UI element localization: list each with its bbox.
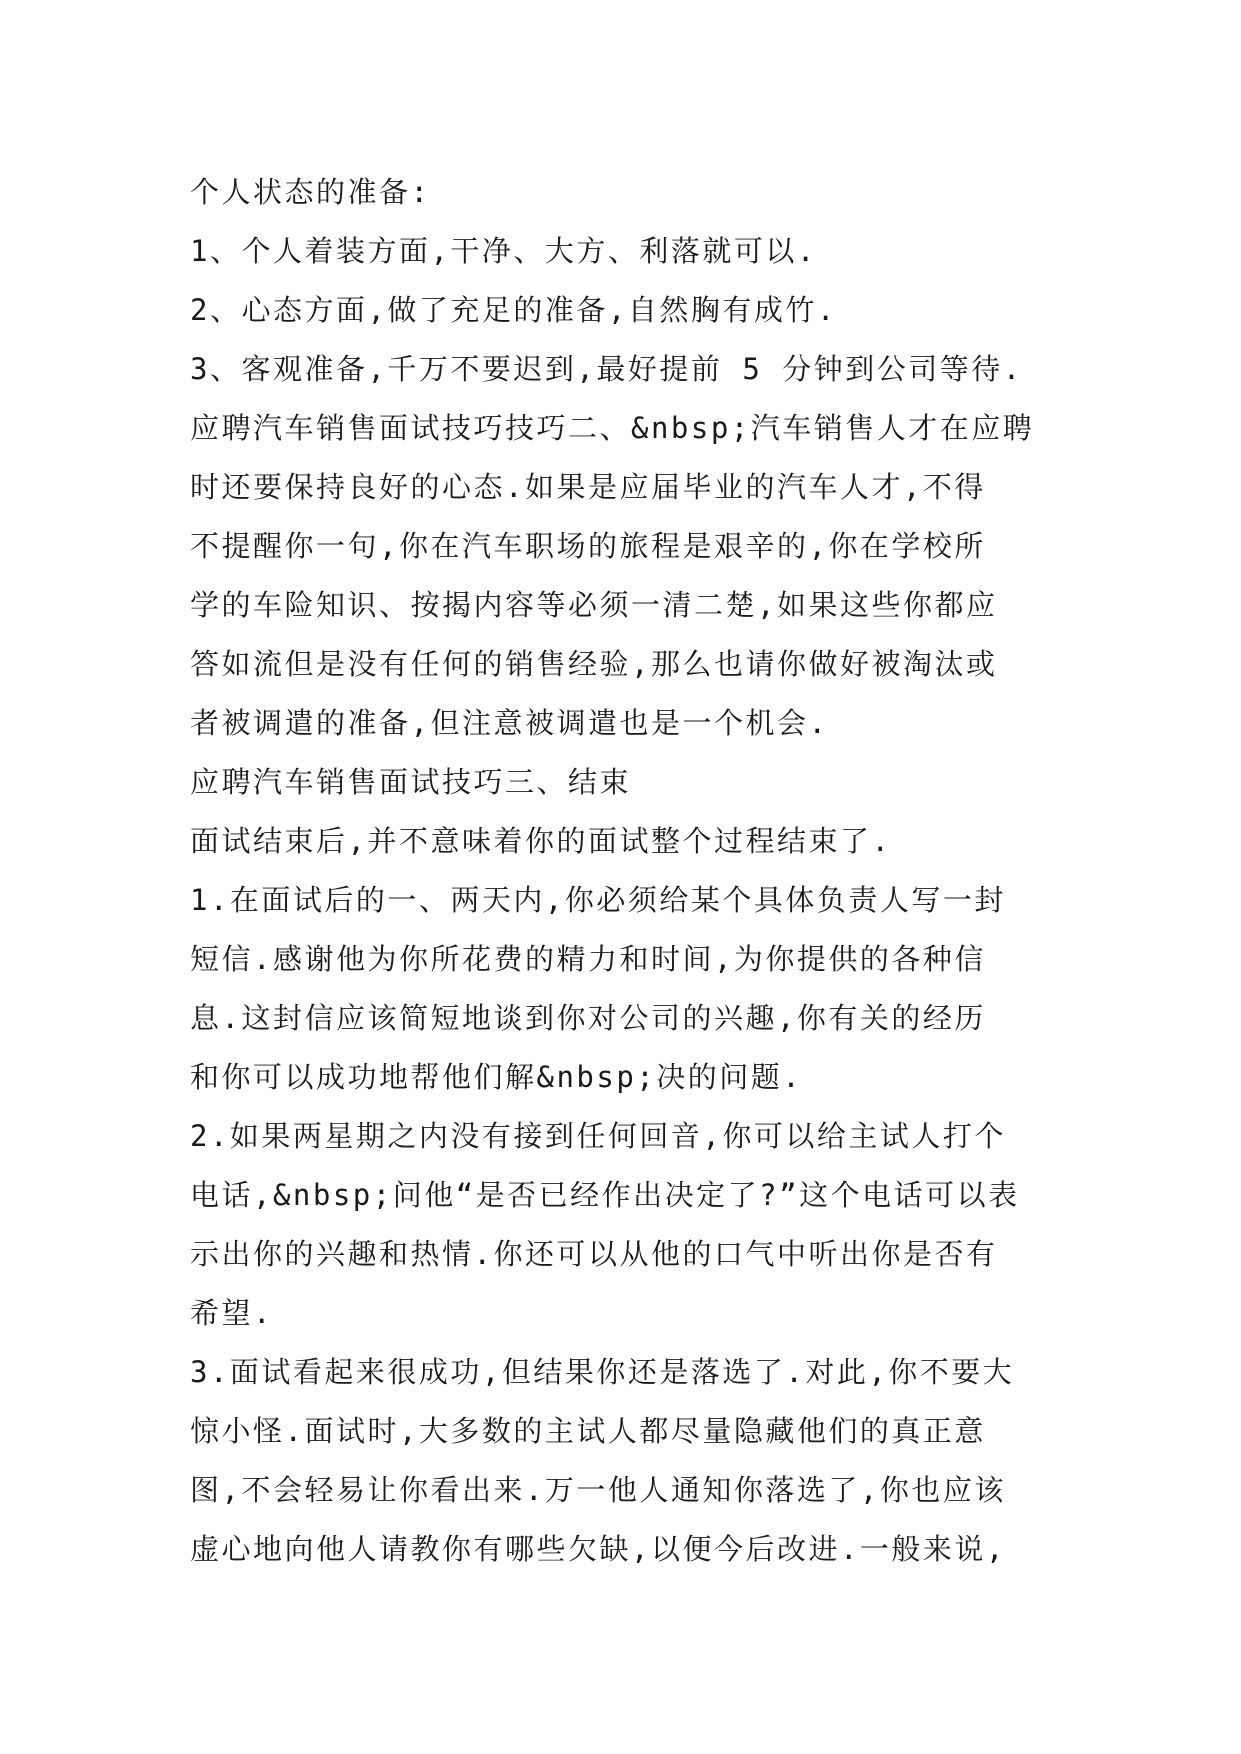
text-line: 和你可以成功地帮他们解&nbsp;决的问题. <box>190 1060 803 1094</box>
text-line: 1、个人着装方面,干净、大方、利落就可以. <box>190 234 817 268</box>
text-line: 虚心地向他人请教你有哪些欠缺,以便今后改进.一般来说, <box>190 1532 1006 1566</box>
text-line: 1.在面试后的一、两天内,你必须给某个具体负责人写一封 <box>190 883 1006 917</box>
text-line: 答如流但是没有任何的销售经验,那么也请你做好被淘汰或 <box>190 647 998 681</box>
text-line: 学的车险知识、按揭内容等必须一清二楚,如果这些你都应 <box>190 588 998 622</box>
text-line: 短信.感谢他为你所花费的精力和时间,为你提供的各种信 <box>190 942 986 976</box>
text-line: 3.面试看起来很成功,但结果你还是落选了.对此,你不要大 <box>190 1355 1015 1389</box>
text-line: 图,不会轻易让你看出来.万一他人通知你落选了,你也应该 <box>190 1473 1006 1507</box>
text-line: 时还要保持良好的心态.如果是应届毕业的汽车人才,不得 <box>190 470 986 504</box>
document-body <box>190 163 1060 1579</box>
text-line: 电话,&nbsp;问他“是否已经作出决定了?”这个电话可以表 <box>190 1178 1020 1212</box>
text-line: 面试结束后,并不意味着你的面试整个过程结束了. <box>190 824 892 858</box>
text-line: 3、客观准备,千万不要迟到,最好提前 5 分钟到公司等待. <box>190 352 1023 386</box>
text-line: 不提醒你一句,你在汽车职场的旅程是艰辛的,你在学校所 <box>190 529 986 563</box>
text-line: 息.这封信应该简短地谈到你对公司的兴趣,你有关的经历 <box>190 1001 986 1035</box>
text-line: 希望. <box>190 1296 273 1330</box>
text-line: 个人状态的准备: <box>190 175 431 209</box>
text-line: 2.如果两星期之内没有接到任何回音,你可以给主试人打个 <box>190 1119 1006 1153</box>
text-line: 应聘汽车销售面试技巧三、结束 <box>190 765 632 799</box>
text-line: 应聘汽车销售面试技巧技巧二、&nbsp;汽车销售人才在应聘 <box>190 411 1035 445</box>
text-line: 示出你的兴趣和热情.你还可以从他的口气中听出你是否有 <box>190 1237 998 1271</box>
text-line: 者被调遣的准备,但注意被调遣也是一个机会. <box>190 706 829 740</box>
text-line: 2、心态方面,做了充足的准备,自然胸有成竹. <box>190 293 837 327</box>
text-line: 惊小怪.面试时,大多数的主试人都尽量隐藏他们的真正意 <box>190 1414 986 1448</box>
